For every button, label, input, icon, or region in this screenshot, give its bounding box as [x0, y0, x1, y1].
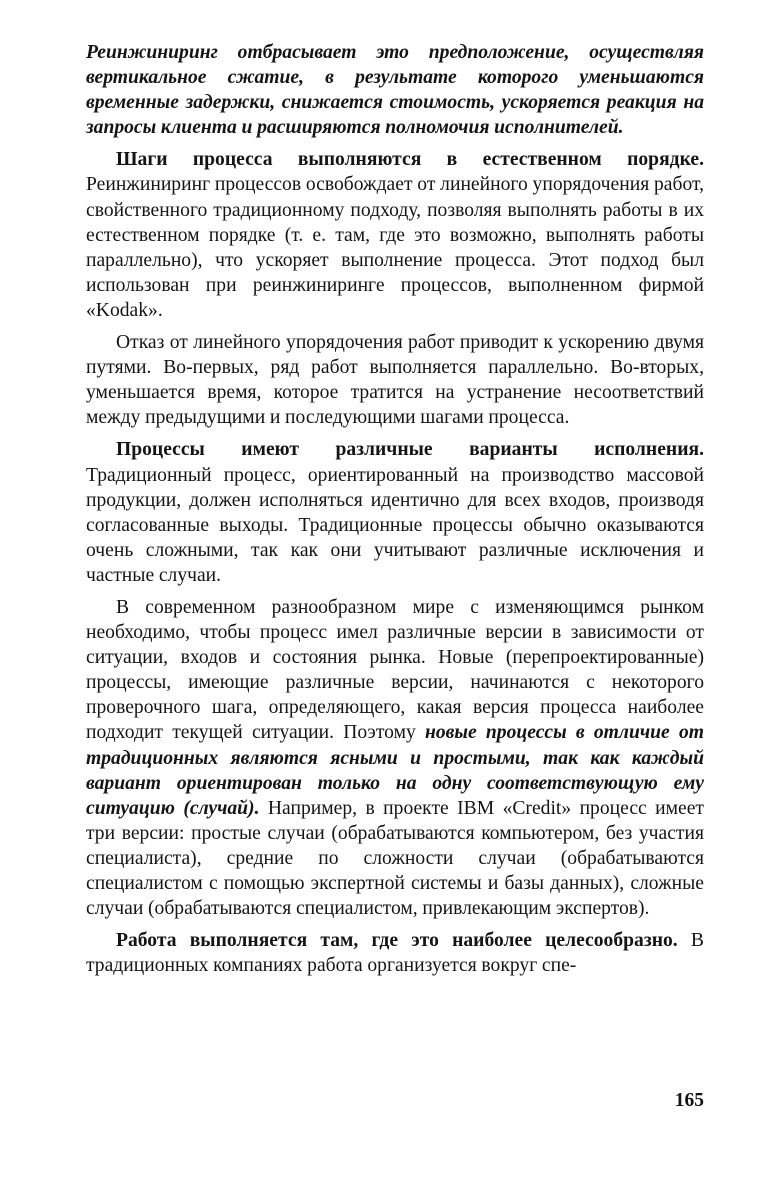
paragraph-body: Например, в проекте IBM «Credit» процесс имеет три версии: простые случаи (обрабатываются компьютером, без участия специалиста), средние по сложности случаи (обрабатываются специалистом с помощью экспертной системы и базы данных), сложные случаи (обрабатываются специалистом, привлекающим экспертов). — [86, 797, 704, 920]
paragraph-body: В современном разнообразном мире с изменяющимся рынком необходимо, чтобы процесс имел различные версии в зависимости от ситуации, входов и состояния рынка. Новые (перепроектированные) процессы, имеющие различные версии, начинаются с некоторого проверочного шага, определяющего, какая версия процесса наиболее подходит текущей ситуации. Поэтому — [86, 596, 704, 744]
paragraph-parallel — [86, 330, 704, 430]
section-heading-variants: Процессы имеют различные варианты исполнения. — [116, 439, 704, 461]
italic-emphasis: новые процессы в отличие от традиционных являются ясными и простыми, так как каждый вариант ориентирован только на одну соответствующую ему ситуацию (случай). — [86, 722, 704, 819]
page-number: 165 — [674, 1090, 704, 1111]
section-heading-work-location: Работа выполняется там, где это наиболее целесообразно. — [116, 930, 678, 952]
paragraph-body: Традиционный процесс, ориентированный на производство массовой продукции, должен исполняться идентично для всех входов, производя согласованные выходы. Традиционные процессы обычно оказываются очень сложными, так как они учитывают различные исключения и частные случаи. — [86, 464, 704, 586]
paragraph-variants — [86, 437, 704, 588]
paragraph-modern-world — [86, 595, 704, 921]
italic-emphasis: Реинжиниринг отбрасывает это предположение, осуществляя вертикальное сжатие, в результате которого уменьшаются временные задержки, снижается стоимость, ускоряется реакция на запросы клиента и расширяются полномочия исполнителей. — [86, 42, 704, 139]
paragraph-intro — [86, 40, 704, 140]
section-heading-natural-order: Шаги процесса выполняются в естественном порядке. — [116, 149, 704, 171]
paragraph-body: Реинжиниринг процессов освобождает от линейного упорядочения работ, свойственного традиционному подходу, позволяя выполнять работы в их естественном порядке (т. е. там, где это возможно, выполнять работы параллельно), что ускоряет выполнение процесса. Этот подход был использован при реинжиниринге процессов, выполненном фирмой «Kodak». — [86, 174, 704, 321]
book-page — [86, 40, 704, 1150]
paragraph-body: Отказ от линейного упорядочения работ приводит к ускорению двумя путями. Во-первых, ряд работ выполняется параллельно. Во-вторых, уменьшается время, которое тратится на устранение несоответствий между предыдущими и последующими шагами процесса. — [86, 332, 704, 429]
paragraph-natural-order — [86, 147, 704, 323]
paragraph-body: В традиционных компаниях работа организуется вокруг спе- — [86, 930, 704, 977]
paragraph-work-location — [86, 928, 704, 978]
page-text — [86, 40, 704, 978]
